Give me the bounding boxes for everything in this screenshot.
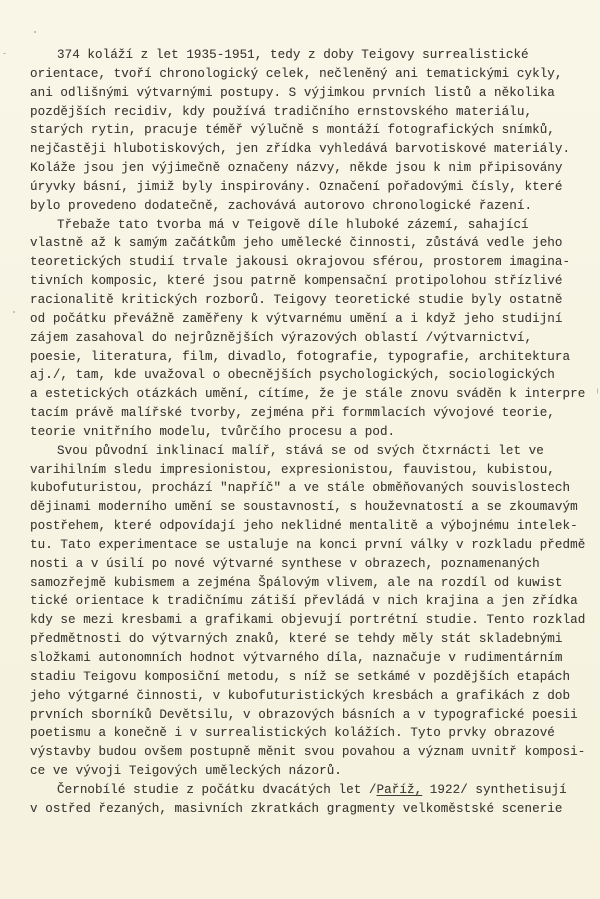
text-line: tické orientace k tradičnímu zátiší převládá v nich krajina a jen zřídka (30, 594, 578, 609)
text-line: nejčastěji hlubotiskových, jen zřídka vyhledává barvotiskové materiály. (30, 142, 571, 157)
text-line: stadiu Teigovu komposiční metodu, s níž se setkámé v pozdějších etapách (30, 669, 571, 684)
text-line: složkami autonomních hodnot výtvarného díla, naznačuje v rudimentárním (30, 651, 563, 665)
text-line: poesie, literatura, film, divadlo, fotografie, typografie, architektura (30, 349, 571, 364)
text-line: poetismu a konečně i v surrealistických kolážích. Tyto prvky obrazové (30, 726, 555, 741)
underlined-term: Paříž, (376, 782, 423, 797)
text-line: předmětnosti do výtvarných znaků, které se tehdy měly stát skladebnými (30, 632, 563, 647)
text-line: dějinami moderního umění se soustavností, s houževnatostí a se zkoumavým (30, 500, 578, 515)
text-line: prvních sborníků Devětsilu, v obrazových básních a v typografické poesii (30, 707, 578, 722)
text-line: teorie vnitřního modelu, tvůrčího procesu a pod. (30, 424, 396, 439)
text-line: ani odlišnými výtvarnými postupy. S výjimkou prvních listů a několika (30, 85, 555, 100)
paper-speck (34, 31, 36, 33)
text-line: tu. Tato experimentace se ustaluje na konci první války v rozkladu předmě (30, 537, 586, 552)
text-line: a estetických otázkách umění, cítíme, že je stále znovu sváděn k interpre (30, 387, 586, 402)
text-line: tacím právě malířské tvorby, zejména při formmlacích vývojové teorie, (30, 406, 555, 421)
text-line: aj./, tam, kde uvažoval o obecnějších psychologických, sociologických (30, 368, 555, 383)
text-line: výstavby budou ovšem postupně měnit svou povahou a význam uvnitř komposi- (30, 745, 586, 760)
text-line: starých rytin, pracuje téměř výlučně s montáží fotografických snímků, (30, 123, 555, 138)
text-line: racionalitě kritických rozborů. Teigovy teoretické studie byly ostatně (30, 292, 563, 307)
text-line: nosti a v úsilí po nové výtvarné synthese v obrazech, poznamenaných (30, 556, 540, 571)
text-line: pozdějších recidiv, kdy používá tradičního ernstovského materiálu, (30, 104, 533, 119)
paragraph-1 (30, 46, 600, 216)
paragraph-4 (30, 781, 600, 819)
text-line: samozřejmě kubismem a zejména Špálovým vlivem, ale na rozdíl od kuwist (30, 575, 563, 590)
text-line: postřehem, které odpovídají jeho neklidné mentalitě a výbojnému intelek- (30, 519, 578, 534)
text-line: teoretických studií trvale jakousi okrajovou sférou, prostorem imagina- (30, 255, 571, 270)
text-line: v ostřed řezaných, masivních zkratkách gragmenty velkoměstské scenerie (30, 801, 563, 816)
text-line: Svou původní inklinací malíř, stává se od svých čtxrnácti let ve (57, 443, 544, 458)
text-line: varihilním sledu impresionistou, expresionistou, fauvistou, kubistou, (30, 462, 555, 477)
paper-speck (3, 53, 6, 54)
paragraph-2 (30, 216, 600, 442)
document-body (30, 46, 600, 819)
text-line: jeho výtgarné činnosti, v kubofuturistických kresbách a grafikách z dob (30, 688, 571, 703)
text-line: Třebaže tato tvorba má v Teigově díle hluboké zázemí, sahající (57, 217, 529, 232)
text-line: tivních komposic, které jsou patrně kompensační protipolohou střízlivé (30, 274, 563, 289)
paragraph-3 (30, 442, 600, 781)
text-line: orientace, tvoří chronologický celek, nečleněný ani tematickými cykly, (30, 66, 563, 81)
paper-speck (13, 311, 15, 313)
text-line: zájem zasahoval do nejrůznějších výrazových oblastí /výtvarnictví, (30, 330, 533, 345)
text-line: vlastně až k samým začátkům jeho umělecké činnosti, zůstává vedle jeho (30, 236, 563, 251)
text-line: od počátku převážně zaměřeny k výtvarnému umění a i když jeho studijní (30, 311, 563, 326)
text-line-with-underline: Černobílé studie z počátku dvacátých let /Paříž, 1922/ synthetisují (57, 782, 567, 797)
text-line: kubofuturistou, prochází "napříč" a ve stále obměňovaných souvislostech (30, 481, 571, 496)
text-line: ce ve vývoji Teigových uměleckých názorů. (30, 764, 342, 779)
text-line: úryvky básní, jimiž byly inspirovány. Označení pořadovými čísly, které (30, 179, 563, 194)
text-line: 374 koláží z let 1935-1951, tedy z doby Teigovy surrealistické (57, 48, 529, 62)
text-line: bylo provedeno dodatečně, zachovává autorovo chronologické řazení. (30, 198, 533, 213)
text-line: Koláže jsou jen výjimečně označeny názvy, někde jsou k nim připisovány (30, 161, 563, 176)
text-line: kdy se mezi kresbami a grafikami objevují portrétní studie. Tento rozklad (30, 613, 586, 628)
